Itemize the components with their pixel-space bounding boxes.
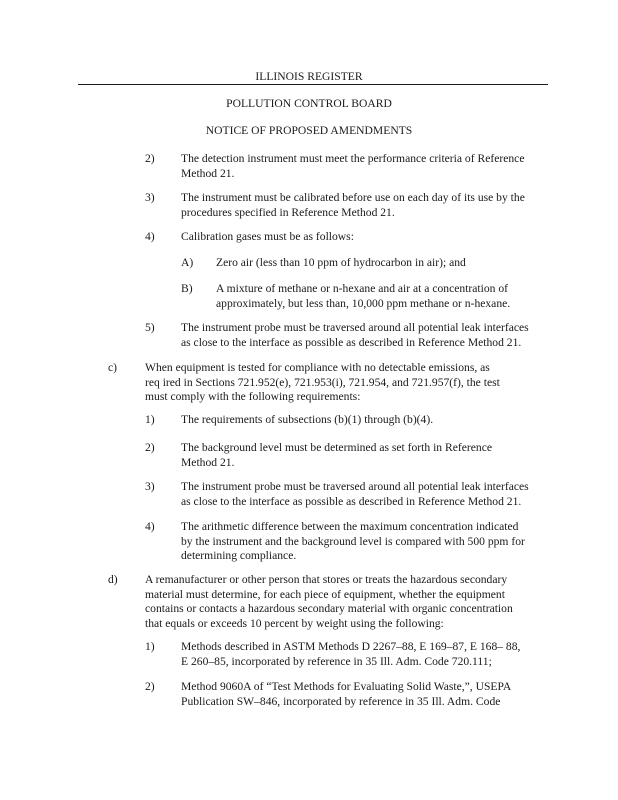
- item-number: A): [181, 256, 194, 269]
- item-number: 4): [145, 520, 155, 533]
- item-text: Calibration gases must be as follows:: [181, 230, 354, 243]
- item-number: B): [181, 282, 193, 295]
- item-number: c): [108, 361, 118, 374]
- item-text: A remanufacturer or other person that stores or treats the hazardous secondary material must determine, for each piece of equipment, whether the equipment contains or contacts a hazardous secondary material with organic concentration that equals or exceeds 10 percent by weight using the following:: [145, 573, 513, 630]
- item-text: Method 9060A of “Test Methods for Evaluating Solid Waste,”, USEPA Publication SW–846, incorporated by reference in 35 Ill. Adm. Code: [181, 680, 512, 708]
- item-text: Zero air (less than 10 ppm of hydrocarbon in air); and: [216, 256, 466, 269]
- item-text: The arithmetic difference between the maximum concentration indicated by the instrument and the background level is compared with 500 ppm for determining compliance.: [181, 520, 525, 563]
- item-number: 5): [145, 321, 155, 334]
- item-number: 2): [145, 680, 155, 693]
- item-number: 1): [145, 640, 155, 653]
- item-number: 4): [145, 230, 155, 243]
- item-text: The instrument probe must be traversed around all potential leak interfaces as close to the interface as possible as described in Reference Method 21.: [181, 480, 529, 508]
- item-number: d): [108, 573, 118, 586]
- item-text: The requirements of subsections (b)(1) through (b)(4).: [181, 413, 434, 426]
- register-title: ILLINOIS REGISTER: [255, 70, 363, 83]
- item-number: 1): [145, 413, 155, 426]
- board-title: POLLUTION CONTROL BOARD: [226, 97, 392, 110]
- item-text: The instrument probe must be traversed around all potential leak interfaces as close to the interface as possible as described in Reference Method 21.: [181, 321, 529, 349]
- item-text: The instrument must be calibrated before use on each day of its use by the procedures specified in Reference Method 21.: [181, 191, 525, 219]
- item-text: When equipment is tested for compliance with no detectable emissions, as req ired in Sections 721.952(e), 721.953(i), 721.954, and 721.957(f), the test must comply with the following requirements:: [145, 361, 500, 404]
- item-number: 3): [145, 191, 155, 204]
- item-number: 3): [145, 480, 155, 493]
- item-text: The detection instrument must meet the performance criteria of Reference Method 21.: [181, 152, 525, 180]
- item-text: Methods described in ASTM Methods D 2267–88, E 169–87, E 168– 88, E 260–85, incorporated by reference in 35 Ill. Adm. Code 720.111;: [181, 640, 521, 668]
- header-rule: [78, 84, 548, 85]
- item-number: 2): [145, 152, 155, 165]
- notice-title: NOTICE OF PROPOSED AMENDMENTS: [205, 124, 413, 137]
- item-number: 2): [145, 441, 155, 454]
- item-text: A mixture of methane or n-hexane and air at a concentration of approximately, but less than, 10,000 ppm methane or n-hexane.: [216, 282, 511, 310]
- item-text: The background level must be determined as set forth in Reference Method 21.: [181, 441, 492, 469]
